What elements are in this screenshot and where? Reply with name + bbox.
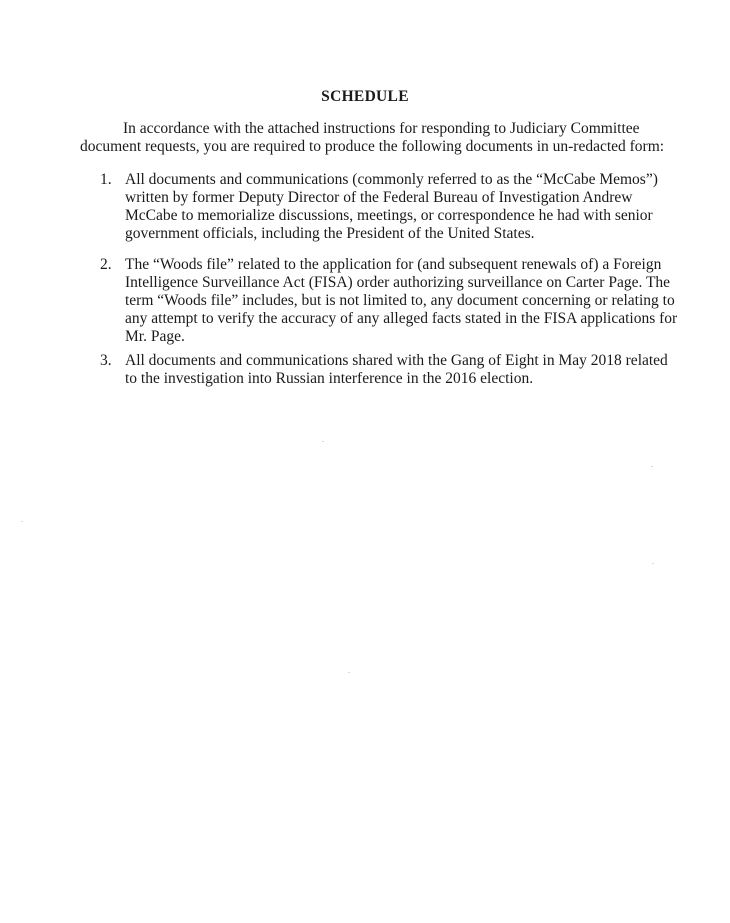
- scan-speck: [322, 441, 324, 442]
- list-item-text: [125, 352, 668, 388]
- list-item-line: Mr. Page.: [125, 328, 185, 345]
- list-item-line: written by former Deputy Director of the Federal Bureau of Investigation Andrew: [125, 189, 633, 206]
- list-item-line: any attempt to verify the accuracy of any alleged facts stated in the FISA applications for: [125, 310, 678, 327]
- list-item-line: All documents and communications shared with the Gang of Eight in May 2018 related: [125, 352, 668, 369]
- list-item-line: McCabe to memorialize discussions, meetings, or correspondence he had with senior: [125, 207, 653, 224]
- list-item-line: Intelligence Surveillance Act (FISA) order authorizing surveillance on Carter Page. The: [125, 274, 671, 291]
- scan-speck: [651, 466, 653, 467]
- scan-speck: [652, 563, 654, 564]
- intro-line: In accordance with the attached instructions for responding to Judiciary Committee: [123, 120, 640, 137]
- list-item-line: term “Woods file” includes, but is not limited to, any document concerning or relating to: [125, 292, 675, 309]
- list-item-number: 1.: [100, 171, 112, 188]
- list-item-line: The “Woods file” related to the application for (and subsequent renewals of) a Foreign: [125, 256, 662, 273]
- intro-line: document requests, you are required to produce the following documents in un-redacted form:: [80, 138, 665, 155]
- intro-paragraph: [80, 120, 665, 156]
- scan-speck: [21, 521, 23, 522]
- list-item-number: 3.: [100, 352, 112, 369]
- list-item-text: [125, 171, 665, 243]
- list-item-number: 2.: [100, 256, 112, 273]
- scan-speck: [348, 672, 350, 673]
- list-item-line: government officials, including the President of the United States.: [125, 225, 535, 242]
- list-item-text: [125, 256, 678, 346]
- list-item-line: to the investigation into Russian interference in the 2016 election.: [125, 370, 534, 387]
- list-item-line: All documents and communications (commonly referred to as the “McCabe Memos”): [125, 171, 658, 188]
- document-title: SCHEDULE: [321, 88, 409, 105]
